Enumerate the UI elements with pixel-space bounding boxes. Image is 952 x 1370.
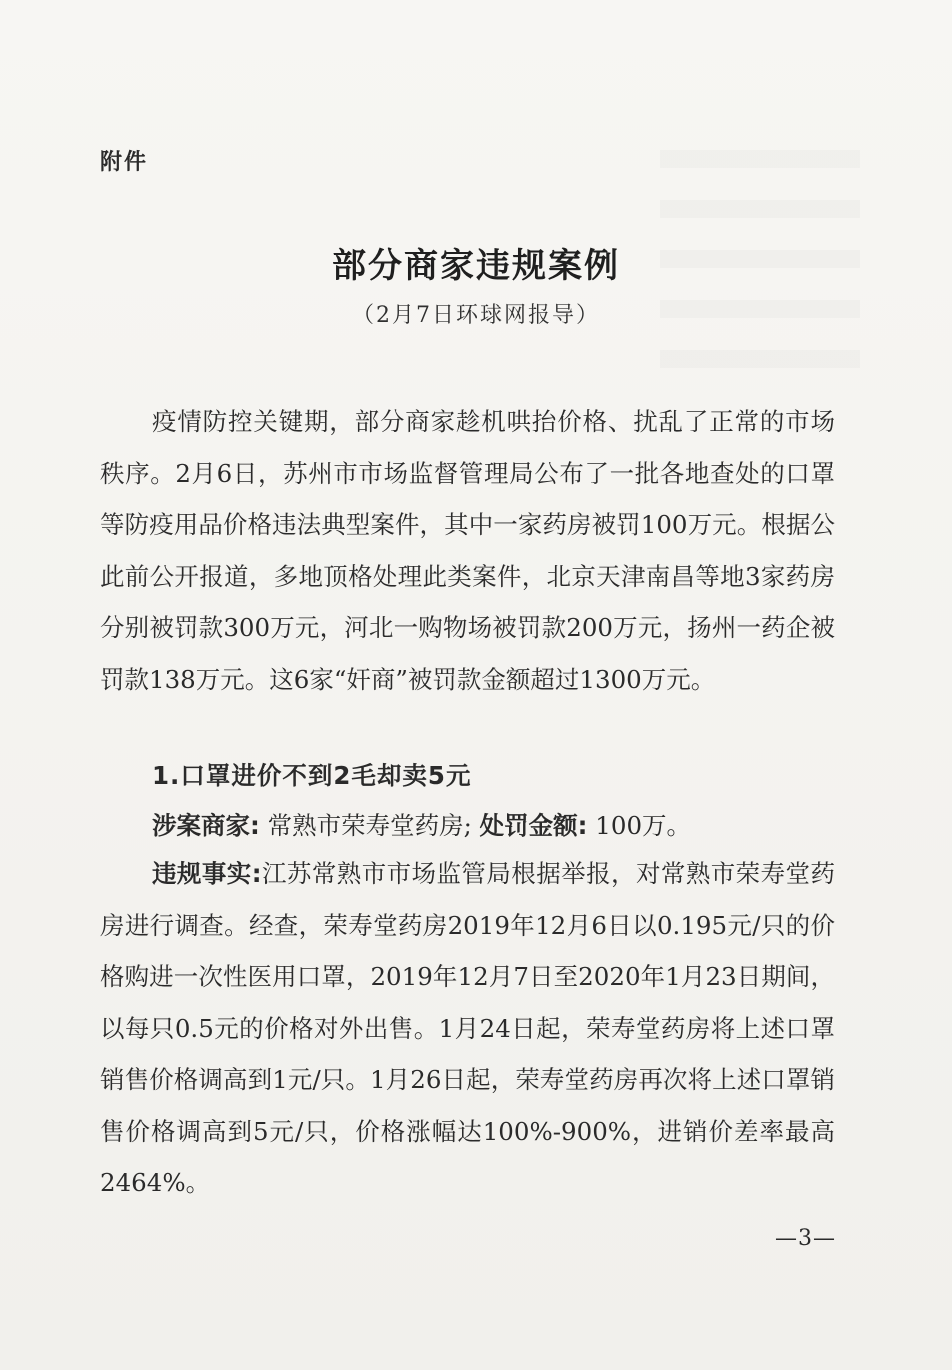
case1-heading: 1.口罩进价不到2毛却卖5元 [152,761,472,790]
page-title: 部分商家违规案例 [332,246,620,286]
case1-info-line [152,802,691,850]
case1-facts-paragraph [100,848,835,1209]
penalty-value: 100万。 [595,811,692,840]
attachment-label: 附件 [100,150,149,175]
page-subtitle: （2月7日环球网报导） [352,303,600,328]
intro-paragraph: 疫情防控关键期，部分商家趁机哄抬价格、扰乱了正常的市场秩序。2月6日，苏州市市场监督管理局公布了一批各地查处的口罩等防疫用品价格违法典型案件，其中一家药房被罚100万元。根据公此前公开报道，多地顶格处理此类案件，北京天津南昌等地3家药房分别被罚款300万元，河北一购物场被罚款200万元，扬州一药企被罚款138万元。这6家“奸商”被罚款金额超过1300万元。 [100,407,835,694]
page-number: —3— [775,1226,836,1251]
merchant-label: 涉案商家: [152,811,260,840]
penalty-label: 处罚金额: [479,811,588,840]
merchant-value: 常熟市荣寿堂药房; [267,811,472,840]
facts-text: 江苏常熟市市场监管局根据举报，对常熟市荣寿堂药房进行调查。经查，荣寿堂药房2019年12月6日以0.195元/只的价格购进一次性医用口罩，2019年12月7日至2020年1月23日期间，以每只0.5元的价格对外出售。1月24日起，荣寿堂药房将上述口罩销售价格调高到1元/只。1月26日起，荣寿堂药房再次将上述口罩销售价格调高到5元/只，价格涨幅达100%-900%，进销价差率最高2464%。 [100,859,835,1197]
facts-label: 违规事实: [152,859,262,888]
